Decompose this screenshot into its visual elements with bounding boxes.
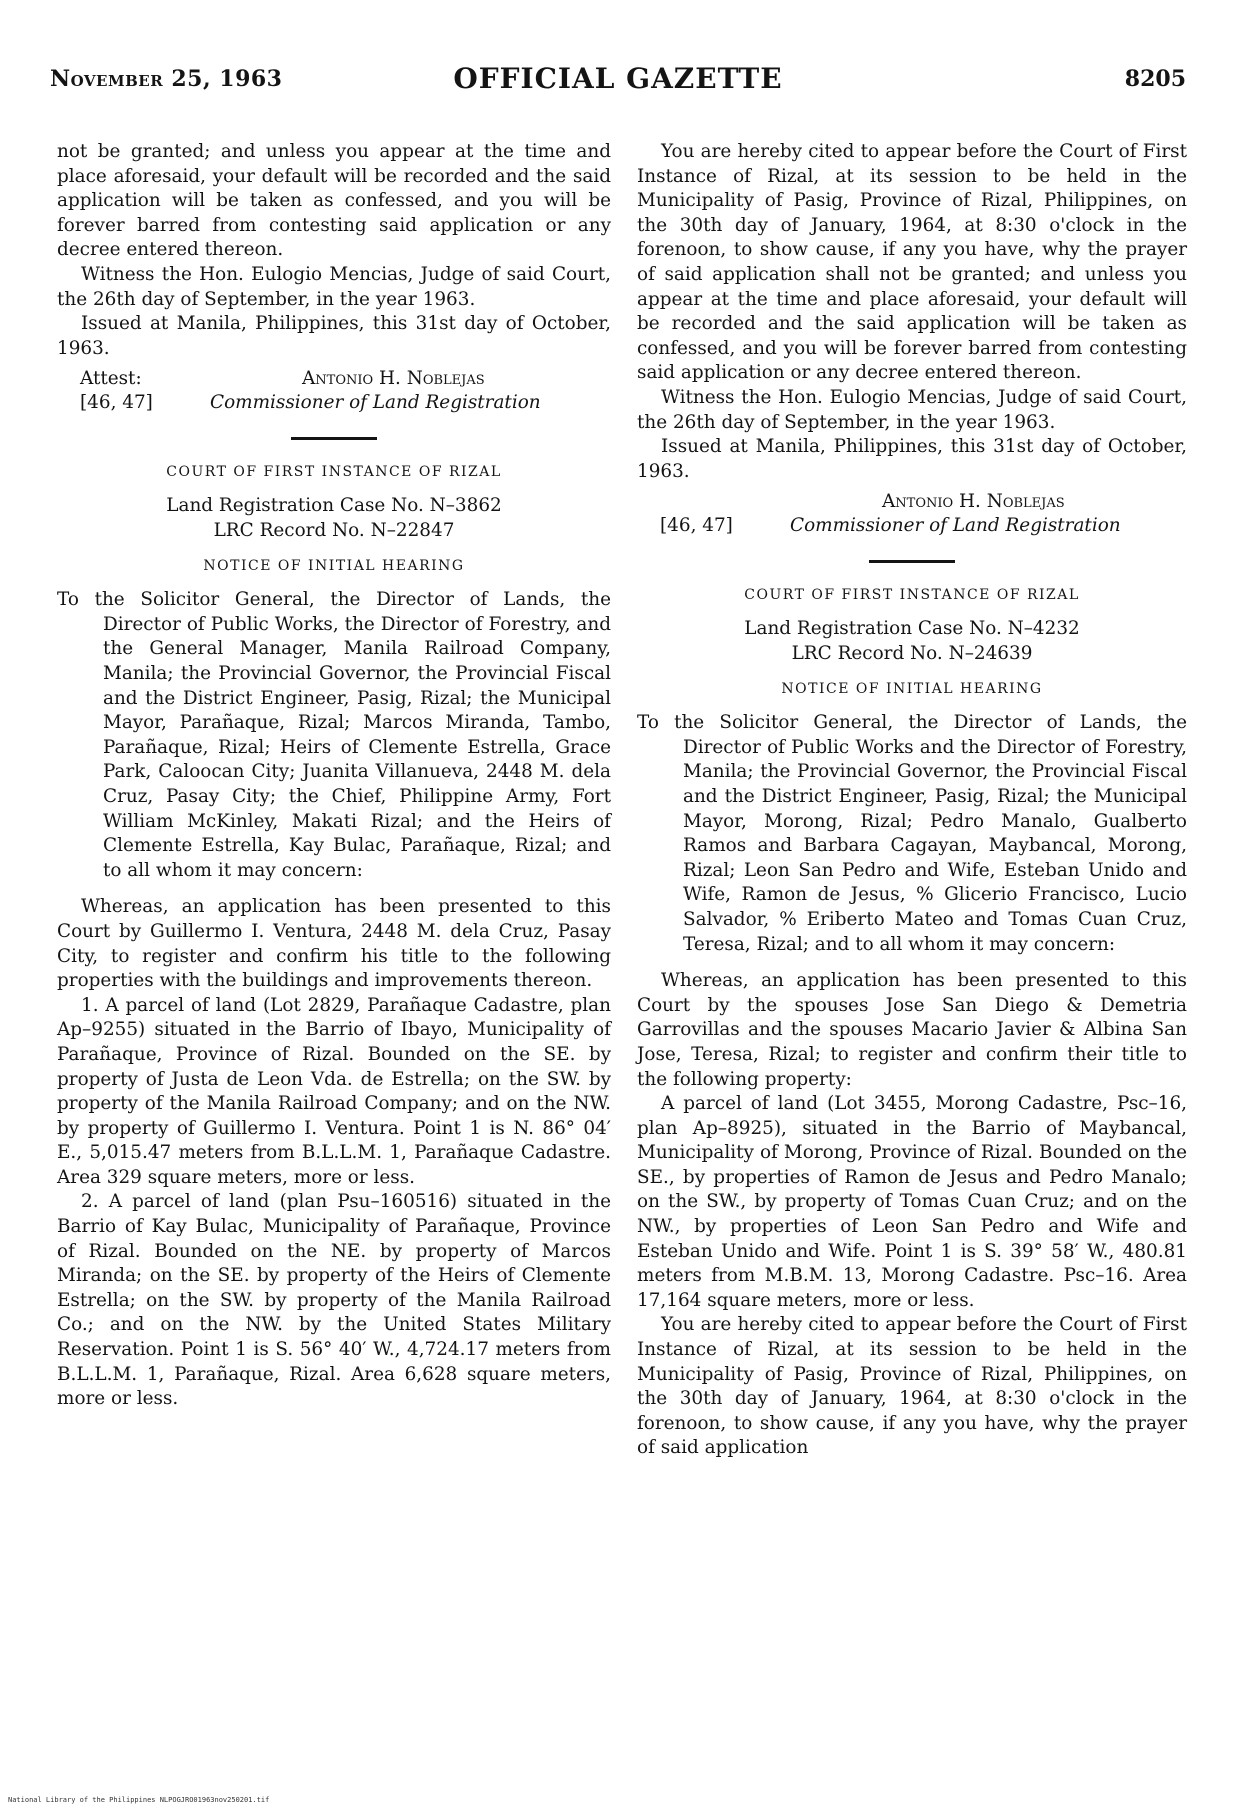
section-divider: [291, 437, 377, 440]
parcel-2-paragraph: 2. A parcel of land (plan Psu–160516) situated in the Barrio of Kay Bulac, Municipality of Parañaque, Province of Rizal. Bounded on the NE. by property of Marcos Miranda; on the SE. by property of the Heirs of Clemente Estrella; on the SW. by property of the Manila Railroad Co.; and on the NW. by the United States Military Reservation. Point 1 is S. 56° 40′ W., 4,724.17 meters from B.L.L.M. 1, Parañaque, Rizal. Area 6,628 square meters, more or less.: [57, 1191, 611, 1410]
witness-paragraph: Witness the Hon. Eulogio Mencias, Judge of said Court, the 26th day of September, in the year 1963.: [57, 263, 611, 310]
publication-title: OFFICIAL GAZETTE: [453, 62, 783, 95]
cited-paragraph: You are hereby cited to appear before the Court of First Instance of Rizal, at its session to be held in the Municipality of Pasig, Province of Rizal, Philippines, on the 30th day of January, 1964, at 8:30 o'clock in the forenoon, to show cause, if any you have, why the prayer of said application: [637, 1314, 1187, 1459]
parcel-paragraph: A parcel of land (Lot 3455, Morong Cadastre, Psc–16, plan Ap–8925), situated in the Barrio of Maybancal, Municipality of Morong, Province of Rizal. Bounded on the SE., by properties of Ramon de Jesus and Pedro Manalo; on the SW., by property of Tomas Cuan Cruz; and on the NW., by properties of Leon San Pedro and Wife and Esteban Unido and Wife. Point 1 is S. 39° 58′ W., 480.81 meters from M.B.M. 13, Morong Cadastre. Psc–16. Area 17,164 square meters, more or less.: [637, 1093, 1187, 1311]
continuation-paragraph: not be granted; and unless you appear at the time and place aforesaid, your default will be recorded and the said application will be taken as confessed, and you will be forever barred from contesting said application or any decree entered thereon.: [57, 141, 611, 261]
left-column: [57, 140, 611, 1412]
page-header: [50, 62, 1186, 102]
page-number: 8205: [1124, 66, 1186, 92]
whereas-paragraph: Whereas, an application has been presented to this Court by the spouses Jose San Diego & Demetria Garrovillas and the spouses Macario Javier & Albina San Jose, Teresa, Rizal; to register and confirm their title to the following property:: [637, 970, 1187, 1090]
case-number: Land Registration Case No. N–3862: [166, 495, 502, 517]
right-column: [637, 140, 1187, 1461]
signature-block: [57, 367, 611, 417]
case-number: Land Registration Case No. N–4232: [744, 618, 1080, 640]
notice-heading: NOTICE OF INITIAL HEARING: [203, 557, 465, 574]
record-number: LRC Record No. N–22847: [213, 520, 455, 542]
court-name: COURT OF FIRST INSTANCE OF RIZAL: [166, 463, 502, 480]
court-name: COURT OF FIRST INSTANCE OF RIZAL: [744, 586, 1080, 603]
scan-source-footer: National Library of the Philippines NLPOGJRO01963nov250201.tif: [8, 1796, 270, 1804]
addressees-paragraph: To the Solicitor General, the Director of Lands, the Director of Public Works and the Director of Forestry, Manila; the Provincial Governor, the Provincial Fiscal and the District Engineer, Pasig, Rizal; the Municipal Mayor, Morong, Rizal; Pedro Manalo, Gualberto Ramos and Barbara Cagayan, Maybancal, Morong, Rizal; Leon San Pedro and Wife, Esteban Unido and Wife, Ramon de Jesus, % Glicerio Francisco, Lucio Salvador, % Eriberto Mateo and Tomas Cuan Cruz, Teresa, Rizal; and to all whom it may concern:: [637, 712, 1187, 955]
signer-title: Commissioner of Land Registration: [210, 392, 541, 414]
signature-block: [637, 490, 1187, 540]
section-divider: [869, 560, 955, 563]
record-number: LRC Record No. N–24639: [791, 643, 1033, 664]
whereas-paragraph: Whereas, an application has been presented to this Court by Guillermo I. Ventura, 2448 M. dela Cruz, Pasay City, to register and confirm his title to the following properties with the buildings and improvements thereon.: [57, 896, 611, 992]
parcel-1-paragraph: 1. A parcel of land (Lot 2829, Parañaque Cadastre, plan Ap–9255) situated in the Barrio of Ibayo, Municipality of Parañaque, Province of Rizal. Bounded on the SE. by property of Justa de Leon Vda. de Estrella; on the SW. by property of the Manila Railroad Company; and on the NW. by property of Guillermo I. Ventura. Point 1 is N. 86° 04′ E., 5,015.47 meters from B.L.L.M. 1, Parañaque Cadastre. Area 329 square meters, more or less.: [57, 994, 611, 1188]
issue-date: November 25, 1963: [50, 66, 283, 92]
issue-reference: [46, 47]: [660, 515, 733, 537]
notice-heading: NOTICE OF INITIAL HEARING: [781, 680, 1043, 697]
signer-name: Antonio H. Noblejas: [302, 368, 485, 390]
cited-paragraph: You are hereby cited to appear before the Court of First Instance of Rizal, at its session to be held in the Municipality of Pasig, Province of Rizal, Philippines, on the 30th day of January, 1964, at 8:30 o'clock in the forenoon, to show cause, if any you have, why the prayer of said application shall not be granted; and unless you appear at the time and place aforesaid, your default will be recorded and the said application will be taken as confessed, and you will be forever barred from contesting said application or any decree entered thereon.: [637, 141, 1187, 384]
issued-paragraph: Issued at Manila, Philippines, this 31st day of October, 1963.: [57, 313, 611, 359]
issue-reference: [46, 47]: [80, 392, 153, 414]
issued-paragraph: Issued at Manila, Philippines, this 31st day of October, 1963.: [637, 436, 1187, 482]
signer-name: Antonio H. Noblejas: [882, 491, 1065, 513]
witness-paragraph: Witness the Hon. Eulogio Mencias, Judge of said Court, the 26th day of September, in the year 1963.: [637, 386, 1187, 433]
attest-label: Attest:: [80, 368, 142, 390]
addressees-paragraph: To the Solicitor General, the Director of Lands, the Director of Public Works, the Director of Forestry, and the General Manager, Manila Railroad Company, Manila; the Provincial Governor, the Provincial Fiscal and the District Engineer, Pasig, Rizal; the Municipal Mayor, Parañaque, Rizal; Marcos Miranda, Tambo, Parañaque, Rizal; Heirs of Clemente Estrella, Grace Park, Caloocan City; Juanita Villanueva, 2448 M. dela Cruz, Pasay City; the Chief, Philippine Army, Fort William McKinley, Makati Rizal; and the Heirs of Clemente Estrella, Kay Bulac, Parañaque, Rizal; and to all whom it may concern:: [57, 589, 611, 881]
signer-title: Commissioner of Land Registration: [790, 515, 1121, 537]
